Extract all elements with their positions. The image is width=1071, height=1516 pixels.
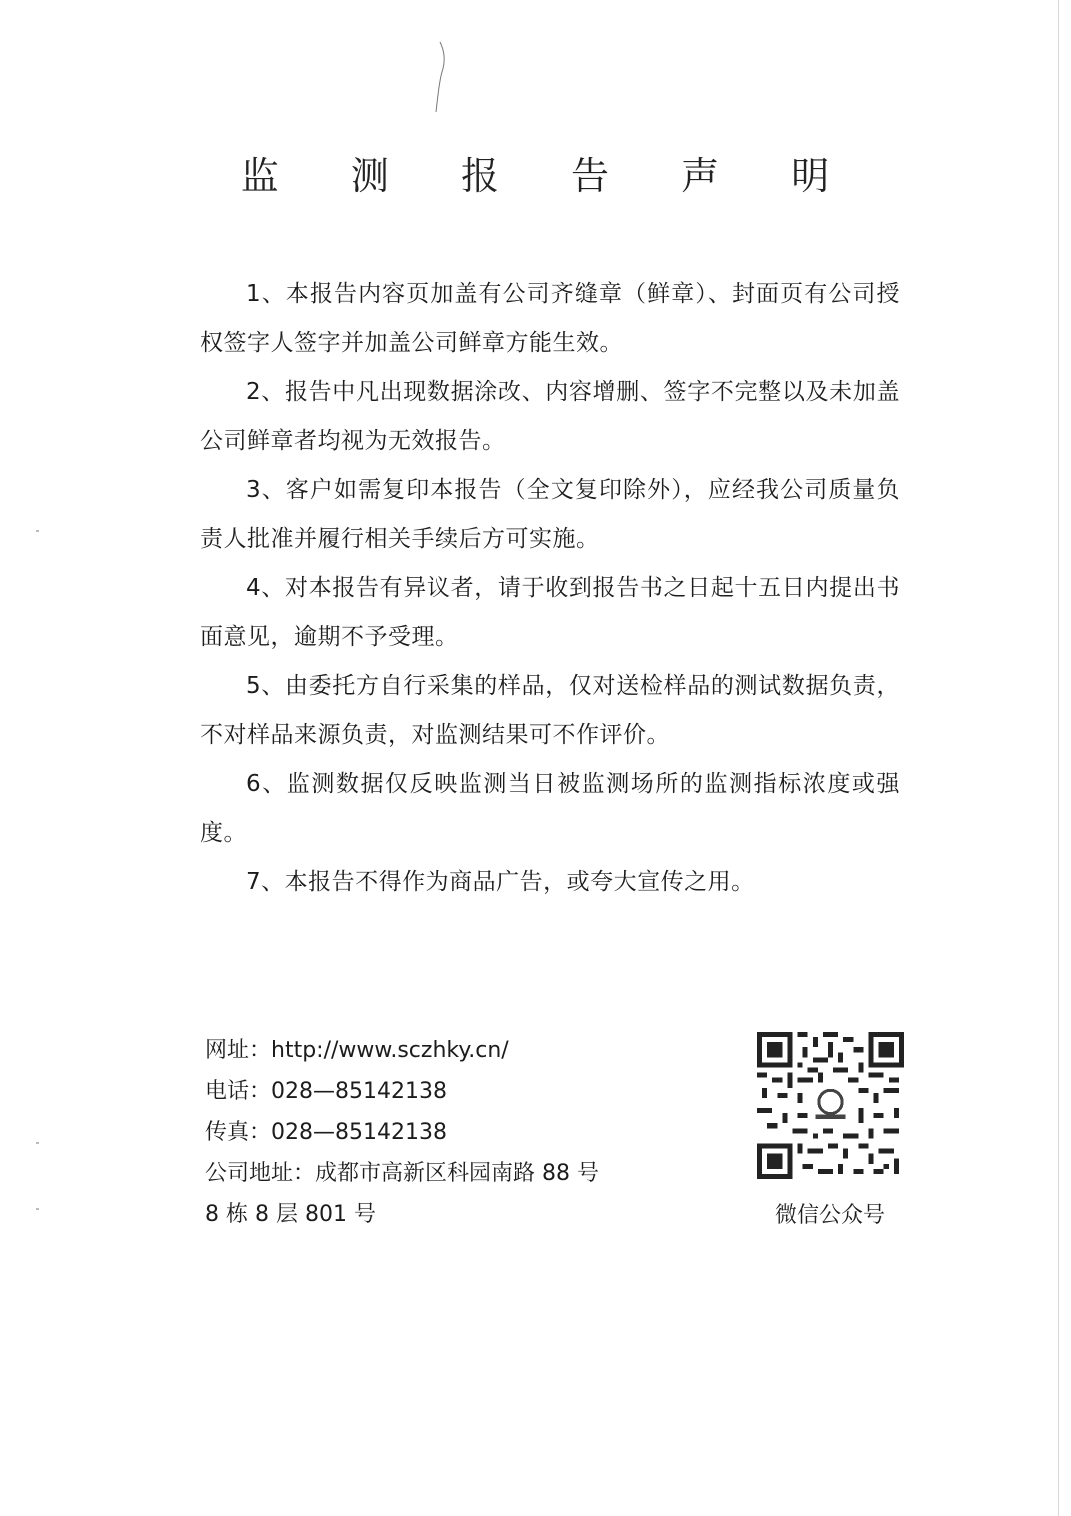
scan-speck bbox=[36, 530, 39, 532]
address-line-1: 公司地址：成都市高新区科园南路 88 号 bbox=[205, 1161, 599, 1186]
clause-4: 4、对本报告有异议者，请于收到报告书之日起十五日内提出书面意见，逾期不予受理。 bbox=[200, 575, 900, 650]
wechat-qr-code bbox=[757, 1032, 904, 1179]
contact-info bbox=[205, 1030, 725, 1235]
clause-2: 2、报告中凡出现数据涂改、内容增删、签字不完整以及未加盖公司鲜章者均视为无效报告。 bbox=[200, 379, 900, 454]
scan-speck bbox=[36, 1142, 39, 1144]
pencil-mark bbox=[430, 40, 450, 115]
clause-6: 6、监测数据仅反映监测当日被监测场所的监测指标浓度或强度。 bbox=[200, 771, 900, 846]
fax-line: 传真：028—85142138 bbox=[205, 1120, 447, 1145]
scan-edge-line bbox=[1058, 0, 1059, 1516]
declaration-clauses bbox=[200, 270, 900, 907]
clause-1: 1、本报告内容页加盖有公司齐缝章（鲜章）、封面页有公司授权签字人签字并加盖公司鲜章方能生效。 bbox=[200, 281, 900, 356]
scan-speck bbox=[36, 1208, 39, 1210]
address-line-2: 8 栋 8 层 801 号 bbox=[205, 1202, 376, 1227]
qr-caption: 微信公众号 bbox=[774, 1203, 885, 1228]
clause-5: 5、由委托方自行采集的样品，仅对送检样品的测试数据负责，不对样品来源负责，对监测结果可不作评价。 bbox=[200, 673, 900, 748]
website-line: 网址：http://www.sczhky.cn/ bbox=[205, 1038, 509, 1063]
clause-3: 3、客户如需复印本报告（全文复印除外），应经我公司质量负责人批准并履行相关手续后方可实施。 bbox=[200, 477, 900, 552]
phone-line: 电话：028—85142138 bbox=[205, 1079, 447, 1104]
clause-7: 7、本报告不得作为商品广告，或夸大宣传之用。 bbox=[246, 869, 755, 895]
page-title: 监 测 报 告 声 明 bbox=[240, 154, 860, 199]
